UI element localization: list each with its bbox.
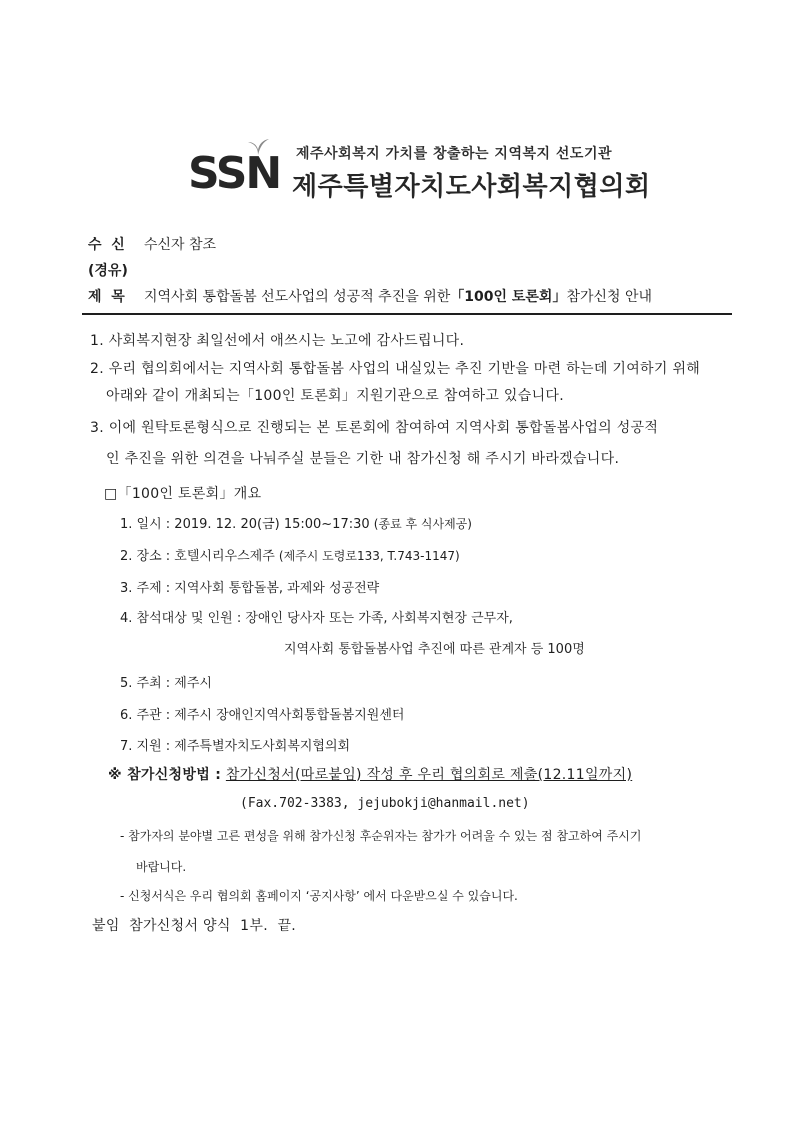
item-1-note: (종료 후 식사제공) xyxy=(373,517,472,531)
item-4-line-1: 4. 참석대상 및 인원 : 장애인 당사자 또는 가족, 사회복지현장 근무자, xyxy=(120,611,513,626)
contact-info: (Fax.702-3383, jejubokji@hanmail.net) xyxy=(240,796,530,811)
item-7: 7. 지원 : 제주특별자치도사회복지협의회 xyxy=(120,739,351,754)
subject-line xyxy=(88,286,652,306)
paragraph-1: 1. 사회복지현장 최일선에서 애쓰시는 노고에 감사드립니다. xyxy=(90,333,465,349)
application-method xyxy=(108,764,632,784)
item-2-label: 2. 장소 : 호텔시리우스제주 xyxy=(120,549,275,564)
item-5: 5. 주최 : 제주시 xyxy=(120,676,212,691)
paragraph-2-line-2: 아래와 같이 개최되는「100인 토론회」지원기관으로 참여하고 있습니다. xyxy=(106,388,564,404)
recipient-value: 수신자 참조 xyxy=(144,237,217,253)
recipient-line xyxy=(88,234,216,254)
note-1-line-2: 바랍니다. xyxy=(136,860,187,874)
subject-post: 참가신청 안내 xyxy=(566,289,653,305)
paragraph-3-line-1: 3. 이에 원탁토론형식으로 진행되는 본 토론회에 참여하여 지역사회 통합돌봄사업의 성공적 xyxy=(90,420,659,436)
recipient-key: 수 신 xyxy=(88,237,125,253)
overview-title: □「100인 토론회」개요 xyxy=(104,486,262,502)
item-6: 6. 주관 : 제주시 장애인지역사회통합돌봄지원센터 xyxy=(120,708,405,723)
subject-event: 「100인 토론회」 xyxy=(450,289,567,305)
organization-name: 제주특별자치도사회복지협의회 xyxy=(292,172,651,202)
item-2-note: (제주시 도령로133, T.743-1147) xyxy=(278,549,460,563)
item-1 xyxy=(120,513,472,532)
subject-key: 제 목 xyxy=(88,289,125,305)
note-1-line-1: - 참가자의 분야별 고른 편성을 위해 참가신청 후순위자는 참가가 어려울 수 있는 점 참고하여 주시기 xyxy=(120,829,642,843)
item-1-label: 1. 일시 : 2019. 12. 20(금) 15:00~17:30 xyxy=(120,517,370,532)
via-line: (경유) xyxy=(88,263,128,279)
item-3: 3. 주제 : 지역사회 통합돌봄, 과제와 성공전략 xyxy=(120,581,380,596)
paragraph-3-line-2: 인 추진을 위한 의견을 나눠주실 분들은 기한 내 참가신청 해 주시기 바라겠습니다. xyxy=(106,451,620,467)
subject-pre: 지역사회 통합돌봄 선도사업의 성공적 추진을 위한 xyxy=(144,289,451,305)
note-2: - 신청서식은 우리 협의회 홈페이지 ‘공지사항’ 에서 다운받으실 수 있습니다. xyxy=(120,889,518,903)
application-method-label: ※ 참가신청방법 : xyxy=(108,767,222,783)
item-2 xyxy=(120,545,460,564)
attachment-line: 붙임 참가신청서 양식 1부. 끝. xyxy=(92,918,297,934)
item-4-line-2: 지역사회 통합돌봄사업 추진에 따른 관계자 등 100명 xyxy=(284,642,585,657)
logo-text: SSN xyxy=(188,148,281,199)
paragraph-2-line-1: 2. 우리 협의회에서는 지역사회 통합돌봄 사업의 내실있는 추진 기반을 마련 하는데 기여하기 위해 xyxy=(90,361,701,377)
application-method-value: 참가신청서(따로붙임) 작성 후 우리 협의회로 제출(12.11일까지) xyxy=(225,767,633,783)
header-divider xyxy=(82,313,732,315)
motto: 제주사회복지 가치를 창출하는 지역복지 선도기관 xyxy=(296,146,612,162)
